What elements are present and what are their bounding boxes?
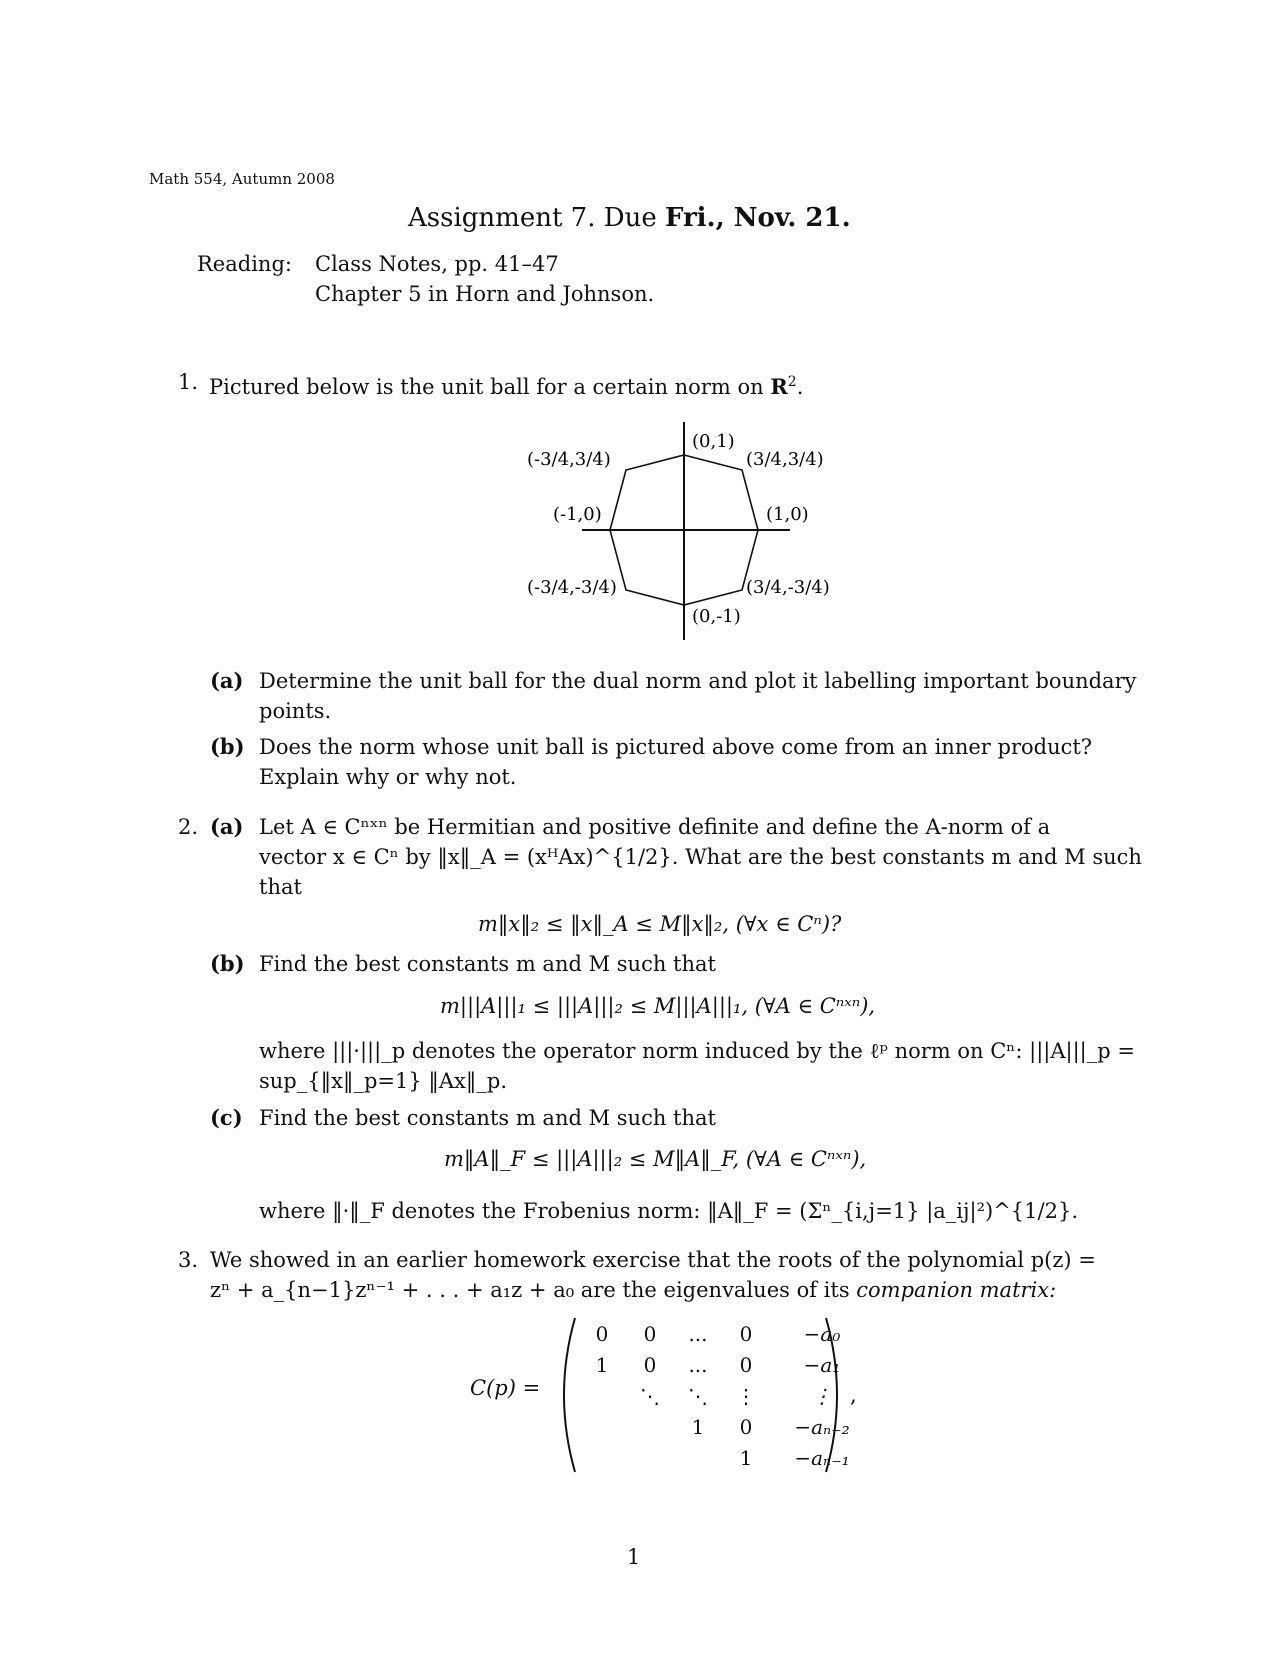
problem-2c-equation: m‖A‖_F ≤ |||A|||₂ ≤ M‖A‖_F, (∀A ∈ Cⁿˣⁿ), xyxy=(444,1147,867,1171)
reading-line-1: Class Notes, pp. 41–47 xyxy=(315,252,559,276)
course-header: Math 554, Autumn 2008 xyxy=(149,170,335,188)
matrix-cell: 0 xyxy=(739,1321,753,1346)
problem-2b-line-1: Find the best constants m and M such that xyxy=(259,952,716,976)
label-bottom-right: (3/4,-3/4) xyxy=(746,577,830,598)
page-number: 1 xyxy=(627,1545,641,1569)
problem-1-period: . xyxy=(796,375,804,399)
matrix-cell xyxy=(578,1442,626,1473)
problem-1a-line-1: Determine the unit ball for the dual norm and plot it labelling important boundary xyxy=(259,669,1137,693)
problem-1-number: 1. xyxy=(178,370,199,394)
matrix-row xyxy=(578,1442,874,1473)
problem-2b-label: (b) xyxy=(210,951,245,976)
matrix-cell xyxy=(578,1411,626,1442)
problem-3-line-2-term: companion matrix: xyxy=(856,1278,1057,1302)
reading-line-2: Chapter 5 in Horn and Johnson. xyxy=(315,282,655,306)
problem-1-space: R xyxy=(770,374,788,399)
matrix-cell: ⋮ xyxy=(736,1383,756,1408)
reading-label: Reading: xyxy=(197,252,292,276)
problem-2a-line-1: Let A ∈ Cⁿˣⁿ be Hermitian and positive definite and define the A-norm of a xyxy=(259,815,1051,839)
problem-2a-line-3: that xyxy=(259,875,302,899)
matrix-cell: 1 xyxy=(739,1445,753,1470)
problem-2b-line-2: where |||·|||_p denotes the operator norm induced by the ℓᵖ norm on Cⁿ: |||A|||_p = xyxy=(259,1039,1135,1063)
problem-1a-label: (a) xyxy=(210,668,244,693)
problem-2c-line-1: Find the best constants m and M such that xyxy=(259,1106,716,1130)
matrix-cell xyxy=(626,1442,674,1473)
problem-3-line-1: We showed in an earlier homework exercise that the roots of the polynomial p(z) = xyxy=(210,1248,1096,1272)
problem-1a-line-2: points. xyxy=(259,699,332,723)
matrix-row xyxy=(578,1349,874,1380)
matrix-cell: −aₙ₋₂ xyxy=(794,1414,850,1439)
problem-2a-equation: m‖x‖₂ ≤ ‖x‖_A ≤ M‖x‖₂, (∀x ∈ Cⁿ)? xyxy=(478,912,842,936)
matrix-cell: ⋮ xyxy=(812,1383,832,1408)
matrix-trailing-comma: , xyxy=(850,1383,857,1407)
matrix-cell xyxy=(626,1411,674,1442)
problem-2c-label: (c) xyxy=(210,1105,243,1130)
matrix-cell: 1 xyxy=(595,1352,609,1377)
matrix-row xyxy=(578,1411,874,1442)
label-right: (1,0) xyxy=(766,504,809,525)
problem-2b-line-3: sup_{‖x‖_p=1} ‖Ax‖_p. xyxy=(259,1069,508,1093)
matrix-cell: −aₙ₋₁ xyxy=(794,1445,850,1470)
matrix-cell: ⋱ xyxy=(688,1383,708,1408)
matrix-cell: 0 xyxy=(739,1352,753,1377)
matrix-lhs: C(p) = xyxy=(470,1376,541,1400)
matrix-row xyxy=(578,1318,874,1349)
matrix-cell: −a₀ xyxy=(803,1321,841,1346)
label-top-left: (-3/4,3/4) xyxy=(527,449,611,470)
problem-1b-line-1: Does the norm whose unit ball is pictured above come from an inner product? xyxy=(259,735,1093,759)
matrix-cell: 0 xyxy=(643,1352,657,1377)
label-left: (-1,0) xyxy=(553,504,602,525)
matrix-cell xyxy=(578,1380,626,1411)
matrix-cell: ... xyxy=(688,1352,708,1377)
problem-2a-line-2: vector x ∈ Cⁿ by ‖x‖_A = (xᴴAx)^{1/2}. What are the best constants m and M such xyxy=(259,845,1142,869)
label-bottom-left: (-3/4,-3/4) xyxy=(527,577,617,598)
label-top-right: (3/4,3/4) xyxy=(746,449,824,470)
matrix-cell xyxy=(674,1442,722,1473)
companion-matrix xyxy=(578,1318,874,1473)
problem-3-number: 3. xyxy=(178,1248,199,1272)
matrix-cell: 0 xyxy=(643,1321,657,1346)
matrix-cell: 1 xyxy=(691,1414,705,1439)
problem-1b-line-2: Explain why or why not. xyxy=(259,765,517,789)
left-paren xyxy=(564,1318,575,1472)
label-bottom: (0,-1) xyxy=(692,606,741,627)
problem-2c-line-2: where ‖·‖_F denotes the Frobenius norm: ‖A‖_F = (Σⁿ_{i,j=1} |a_ij|²)^{1/2}. xyxy=(259,1199,1078,1223)
matrix-cell: −a₁ xyxy=(803,1352,841,1377)
problem-2-number: 2. xyxy=(178,815,199,839)
matrix-cell: ⋱ xyxy=(640,1383,660,1408)
matrix-cell: 0 xyxy=(739,1414,753,1439)
matrix-cell: ... xyxy=(688,1321,708,1346)
problem-1-statement: Pictured below is the unit ball for a certain norm on xyxy=(209,375,764,399)
matrix-row xyxy=(578,1380,874,1411)
matrix-cell: 0 xyxy=(595,1321,609,1346)
label-top: (0,1) xyxy=(692,431,735,452)
problem-1b-label: (b) xyxy=(210,734,245,759)
problem-1-space-exp: 2 xyxy=(787,374,797,390)
problem-2a-label: (a) xyxy=(210,814,244,839)
problem-2b-equation: m|||A|||₁ ≤ |||A|||₂ ≤ M|||A|||₁, (∀A ∈ Cⁿˣⁿ), xyxy=(440,994,876,1018)
problem-3-line-2-main: zⁿ + a_{n−1}zⁿ⁻¹ + . . . + a₁z + a₀ are the eigenvalues of its xyxy=(210,1278,857,1302)
title-prefix: Assignment 7. Due xyxy=(408,203,665,233)
title-due-date: Fri., Nov. 21. xyxy=(664,203,851,233)
matrix-table xyxy=(578,1318,874,1473)
